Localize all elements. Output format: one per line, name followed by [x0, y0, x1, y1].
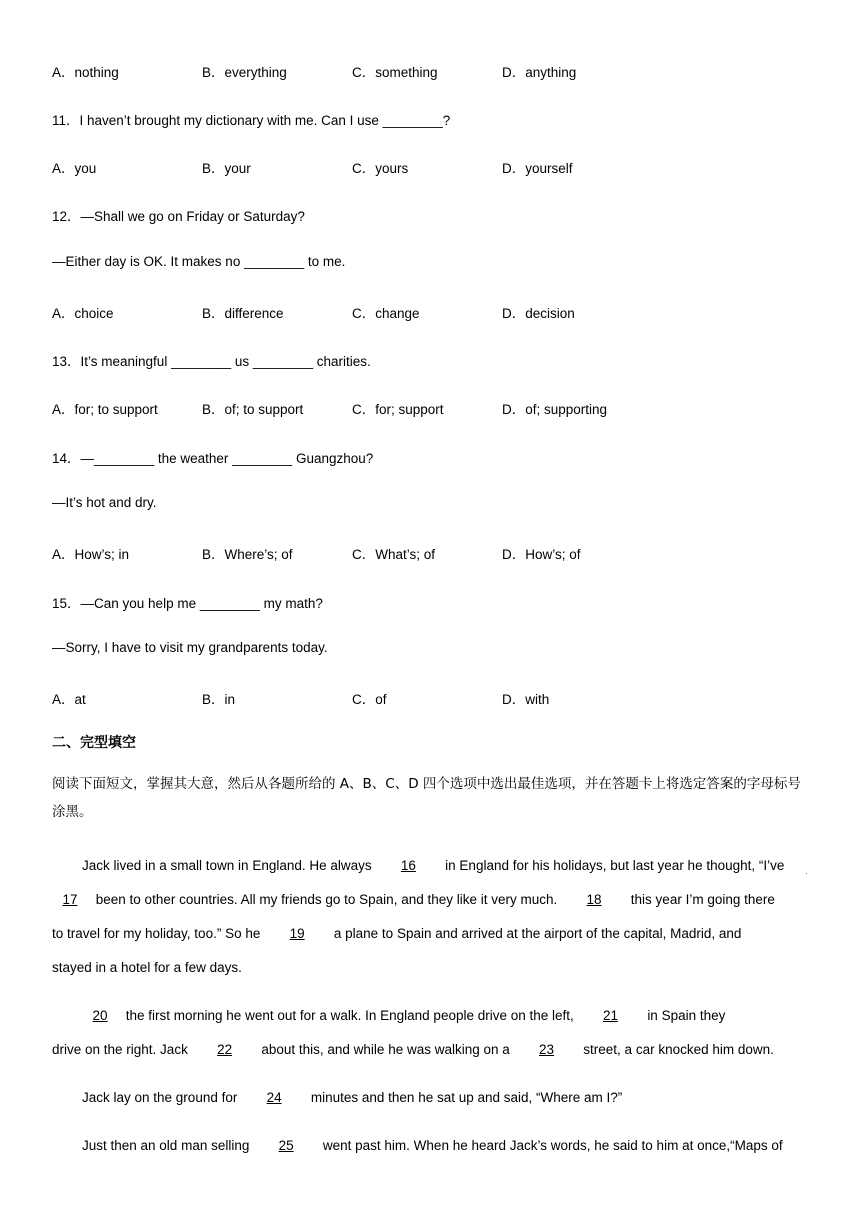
q15-options — [52, 688, 812, 708]
blank-17: 17 — [62, 892, 78, 907]
passage-line — [52, 926, 812, 941]
q15-stem: 15．—Can you help me ________ my math? — [52, 596, 323, 611]
blank-23: 23 — [539, 1042, 555, 1057]
option-a: A．choice — [52, 306, 114, 321]
option-b: B．in — [202, 692, 236, 707]
option-b: B．difference — [202, 306, 284, 321]
passage-text: about this, and while he was walking on a — [261, 1042, 510, 1057]
option-d: D．decision — [502, 306, 575, 321]
option-d: D．of; supporting — [502, 402, 608, 417]
q11-stem: 11．I haven’t brought my dictionary with me. Can I use ________? — [52, 113, 451, 128]
option-c: C．of — [352, 692, 387, 707]
option-a: A．at — [52, 692, 86, 707]
passage-text: street, a car knocked him down. — [583, 1042, 774, 1057]
passage-line — [52, 1008, 842, 1023]
blank-18: 18 — [586, 892, 602, 907]
passage-text: to travel for my holiday, too.” So he — [52, 926, 261, 941]
option-c: C．yours — [352, 161, 409, 176]
passage-text: Jack lay on the ground for — [82, 1090, 238, 1105]
option-d: D．How’s; of — [502, 547, 581, 562]
passage-line — [52, 892, 812, 907]
q12-line2: —Either day is OK. It makes no ________ to me. — [52, 254, 346, 269]
option-c: C．change — [352, 306, 420, 321]
q10-options — [52, 61, 812, 81]
q15-line2: —Sorry, I have to visit my grandparents today. — [52, 640, 328, 655]
margin-mark: . — [805, 866, 808, 877]
blank-20: 20 — [92, 1008, 108, 1023]
option-c: C．something — [352, 65, 438, 80]
passage-text: the first morning he went out for a walk. In England people drive on the left, — [125, 1008, 574, 1023]
blank-16: 16 — [400, 858, 416, 873]
passage-text: Just then an old man selling — [82, 1138, 250, 1153]
option-d: D．anything — [502, 65, 577, 80]
q14-options — [52, 543, 812, 563]
q14-line2: —It’s hot and dry. — [52, 495, 157, 510]
q12-stem: 12．—Shall we go on Friday or Saturday? — [52, 209, 305, 224]
section-title: 二、完型填空 — [52, 735, 136, 751]
passage-line — [52, 1090, 842, 1105]
option-a: A．you — [52, 161, 97, 176]
option-d: D．yourself — [502, 161, 573, 176]
blank-25: 25 — [278, 1138, 294, 1153]
option-b: B．Where’s; of — [202, 547, 293, 562]
q11-options — [52, 157, 812, 177]
passage-text: drive on the right. Jack — [52, 1042, 188, 1057]
passage-text: in Spain they — [647, 1008, 726, 1023]
passage-line — [52, 858, 842, 873]
passage-text: Jack lived in a small town in England. He always — [82, 858, 372, 873]
q13-options — [52, 398, 812, 418]
blank-22: 22 — [217, 1042, 233, 1057]
q12-options — [52, 302, 812, 322]
q14-stem: 14．—________ the weather ________ Guangzhou? — [52, 451, 374, 466]
passage-line — [52, 1138, 842, 1153]
blank-19: 19 — [289, 926, 305, 941]
option-b: B．your — [202, 161, 251, 176]
passage-text: went past him. When he heard Jack’s words, he said to him at once,“Maps of — [322, 1138, 783, 1153]
passage-text: a plane to Spain and arrived at the airport of the capital, Madrid, and — [333, 926, 742, 941]
passage-line — [52, 1042, 812, 1057]
option-b: B．of; to support — [202, 402, 304, 417]
passage-line: stayed in a hotel for a few days. — [52, 960, 242, 975]
option-c: C．What’s; of — [352, 547, 436, 562]
option-a: A．for; to support — [52, 402, 158, 417]
q13-stem: 13．It’s meaningful ________ us ________ charities. — [52, 354, 371, 369]
section-instruction: 阅读下面短文，掌握其大意，然后从各题所给的 A、B、C、D 四个选项中选出最佳选项，并在答题卡上将选定答案的字母标号涂黑。 — [52, 776, 801, 820]
passage-text: in England for his holidays, but last year he thought, “I’ve — [445, 858, 785, 873]
passage-text: minutes and then he sat up and said, “Where am I?” — [310, 1090, 623, 1105]
blank-21: 21 — [603, 1008, 619, 1023]
passage-text: been to other countries. All my friends go to Spain, and they like it very much. — [95, 892, 558, 907]
option-c: C．for; support — [352, 402, 444, 417]
option-a: A．nothing — [52, 65, 119, 80]
blank-24: 24 — [266, 1090, 282, 1105]
option-b: B．everything — [202, 65, 287, 80]
option-d: D．with — [502, 692, 550, 707]
option-a: A．How’s; in — [52, 547, 130, 562]
passage-text: this year I’m going there — [630, 892, 775, 907]
